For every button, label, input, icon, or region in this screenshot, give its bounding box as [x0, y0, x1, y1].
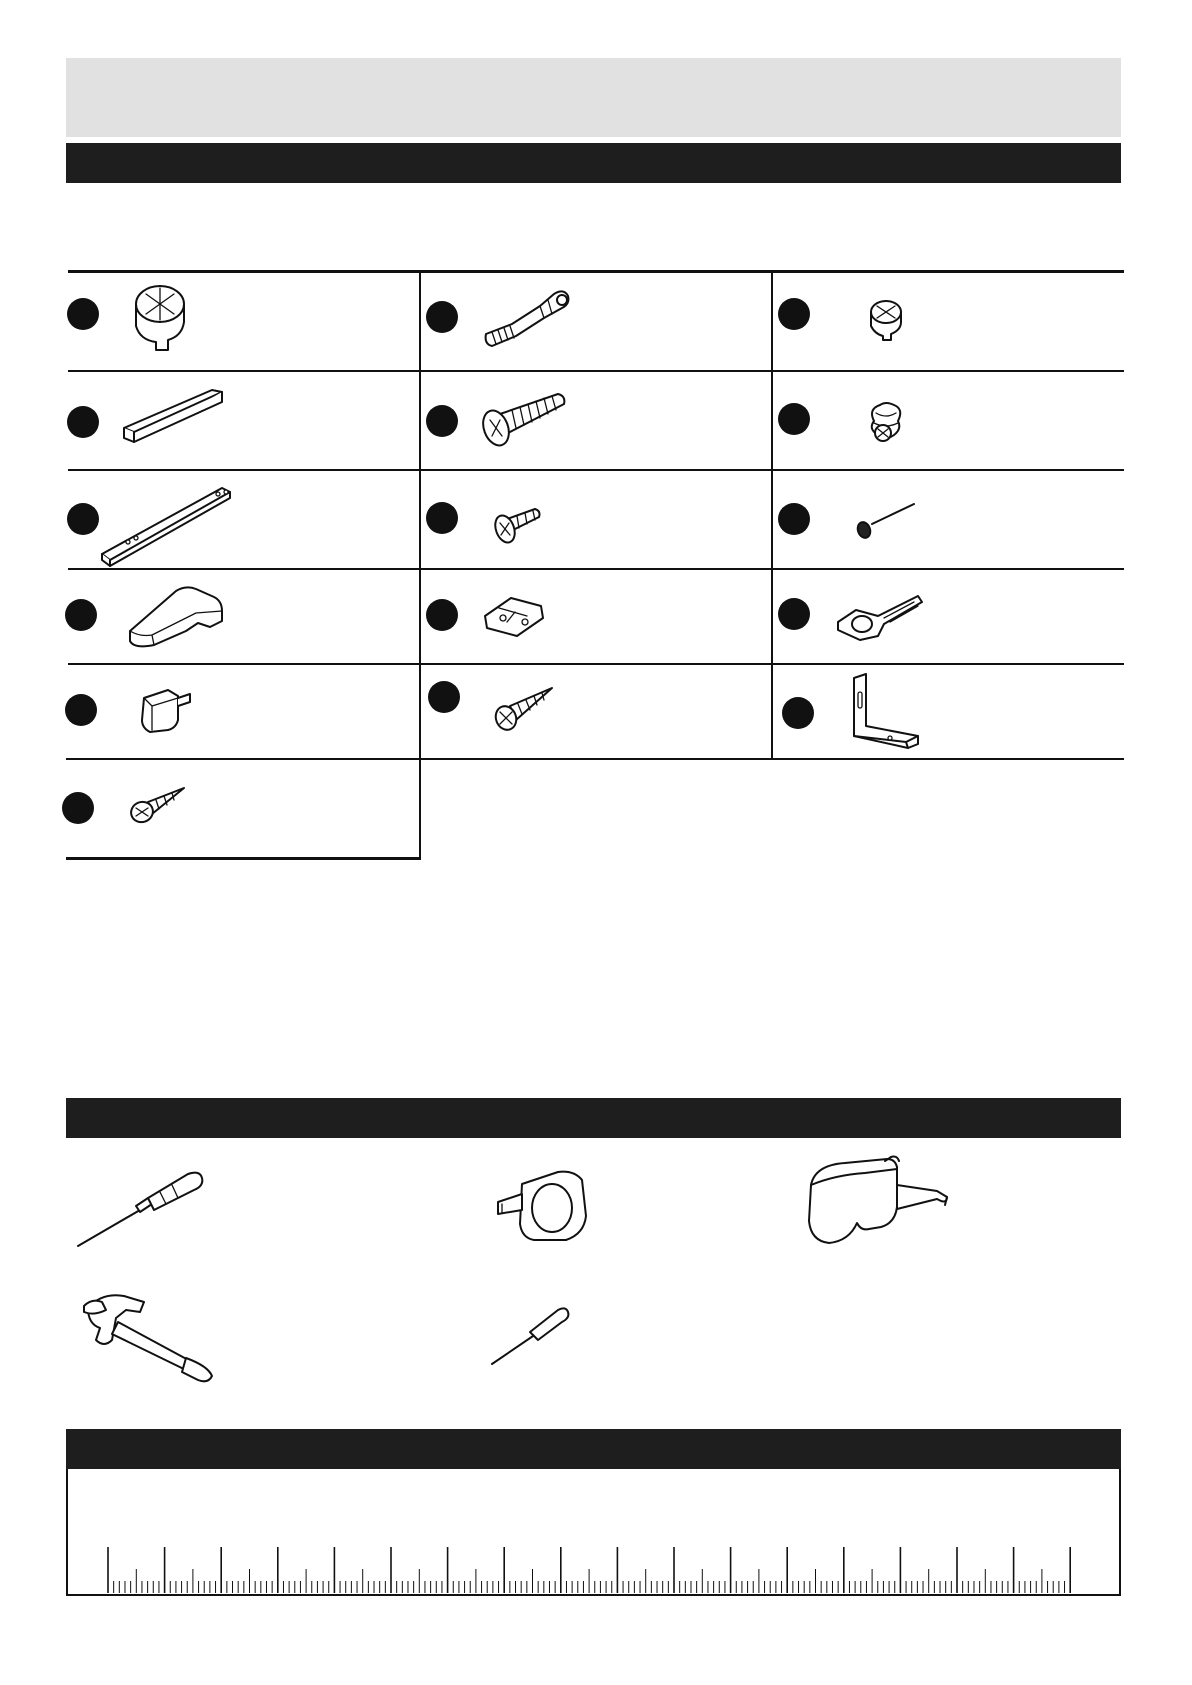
safety-goggles-icon — [805, 1155, 951, 1247]
grid-col-divider — [771, 271, 773, 759]
cam-dowel-icon — [482, 288, 574, 352]
machine-screw-icon — [478, 390, 568, 454]
ruler-box — [66, 1469, 1121, 1596]
shelf-support-icon — [138, 684, 194, 736]
l-bracket-icon — [852, 674, 922, 750]
header-band — [66, 58, 1121, 137]
pan-head-screw-icon — [128, 784, 190, 828]
ruler-section-bar — [66, 1429, 1121, 1469]
grid-line — [68, 370, 1124, 372]
tape-measure-icon — [496, 1170, 590, 1242]
grid-line — [68, 663, 1124, 665]
hammer-icon — [82, 1288, 216, 1384]
fitting-badge — [428, 681, 460, 713]
fitting-badge — [426, 405, 458, 437]
fitting-badge — [67, 503, 99, 535]
fitting-badge — [426, 301, 458, 333]
fitting-badge — [62, 792, 94, 824]
fitting-badge — [67, 298, 99, 330]
bradawl-icon — [490, 1304, 570, 1366]
grid-line — [68, 469, 1124, 471]
grid-line-top — [68, 270, 1124, 273]
concealed-hinge-icon — [834, 588, 924, 644]
cam-lock-icon — [132, 282, 192, 354]
small-cam-lock-icon — [867, 298, 907, 342]
fitting-badge — [778, 298, 810, 330]
tools-section-bar — [66, 1098, 1121, 1138]
fitting-badge — [782, 697, 814, 729]
fitting-badge — [778, 503, 810, 535]
grid-line — [66, 758, 1124, 760]
fitting-badge — [67, 406, 99, 438]
fitting-badge — [65, 694, 97, 726]
grid-line-bottom — [66, 857, 421, 860]
hinge-plate-icon — [479, 592, 549, 640]
fitting-badge — [65, 599, 97, 631]
fitting-badge — [426, 502, 458, 534]
wooden-strip-icon — [120, 384, 226, 446]
corner-block-icon — [126, 585, 226, 651]
fitting-badge — [778, 403, 810, 435]
fitting-badge — [426, 599, 458, 631]
screwdriver-icon — [76, 1170, 206, 1248]
drawer-runner-icon — [100, 484, 234, 568]
wood-screw-icon — [492, 684, 560, 734]
fitting-badge — [778, 598, 810, 630]
ruler-scale — [68, 1469, 1119, 1594]
nail-icon — [856, 500, 918, 540]
grid-col-divider — [419, 271, 421, 860]
short-bolt-icon — [491, 505, 543, 549]
screw-anchor-icon — [864, 401, 906, 447]
fittings-section-bar — [66, 143, 1121, 183]
grid-line — [68, 568, 1124, 570]
